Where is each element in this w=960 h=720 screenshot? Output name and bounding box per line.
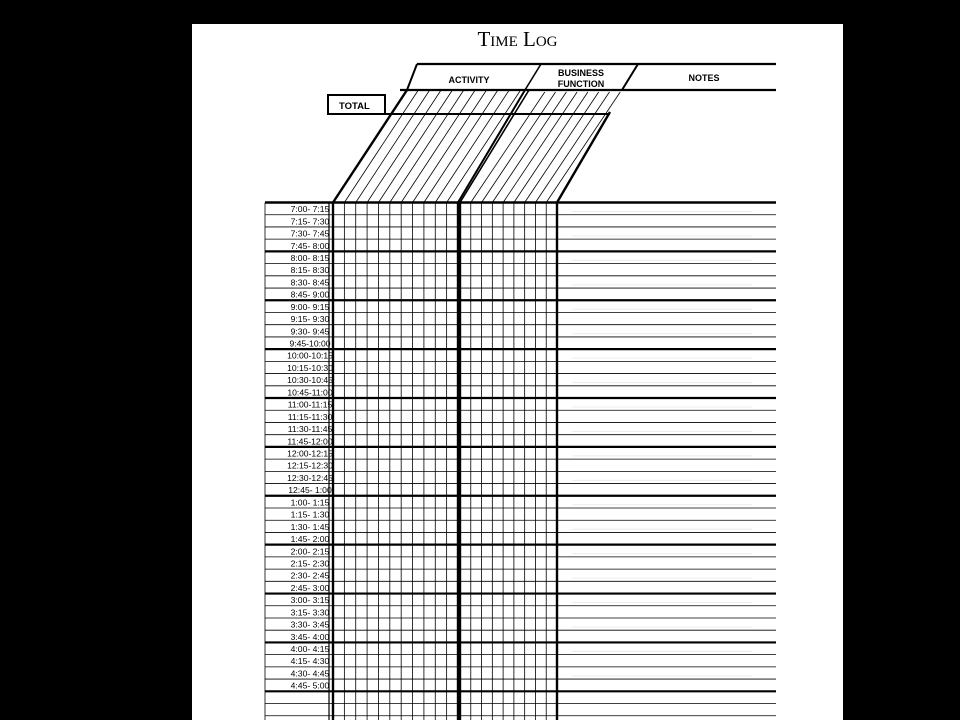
- activity-slant-right-border: [458, 90, 525, 203]
- time-log-sheet: [192, 24, 843, 720]
- time-slot-label: 9:15- 9:30: [290, 314, 330, 325]
- time-slot-label: 12:45- 1:00: [288, 485, 332, 496]
- time-slot-label: 8:15- 8:30: [290, 265, 330, 276]
- time-slot-label: 11:30-11:45: [287, 424, 333, 435]
- activity-header: ACTIVITY: [448, 75, 490, 85]
- business-function-header-line2: FUNCTION: [557, 79, 605, 89]
- time-slot-label: 3:00- 3:15: [290, 595, 330, 606]
- activity-slant-line: [424, 90, 498, 203]
- time-slot-label: 9:30- 9:45: [290, 326, 330, 337]
- business-slant-line: [535, 92, 609, 203]
- time-slot-label: 11:00-11:15: [287, 399, 333, 410]
- activity-slant-line: [435, 90, 509, 203]
- time-slot-label: 8:30- 8:45: [290, 277, 330, 288]
- time-slot-label: 10:45-11:00: [287, 387, 333, 398]
- business-slant-left-border: [460, 90, 529, 203]
- time-slot-label: 10:00-10:15: [287, 350, 333, 361]
- time-slot-label: 3:30- 3:45: [290, 619, 330, 630]
- time-slot-label: 8:00- 8:15: [290, 252, 330, 263]
- time-slot-label: 7:45- 8:00: [290, 240, 330, 251]
- time-slot-label: 4:30- 4:45: [290, 668, 330, 679]
- time-slot-label: 7:15- 7:30: [290, 216, 330, 227]
- notes-header: NOTES: [688, 73, 720, 83]
- header-slant-mid: [525, 64, 541, 90]
- time-slot-label: 3:15- 3:30: [290, 607, 330, 618]
- activity-slant-line: [378, 90, 452, 203]
- time-slot-label: 2:45- 3:00: [290, 582, 330, 593]
- time-slot-label: 1:00- 1:15: [290, 497, 330, 508]
- time-slot-label: 7:30- 7:45: [290, 228, 330, 239]
- business-slant-line: [492, 92, 566, 203]
- activity-slant-line: [367, 90, 441, 203]
- time-slot-label: 9:00- 9:15: [290, 301, 330, 312]
- time-slot-label: 1:15- 1:30: [290, 509, 330, 520]
- header-slant-left: [407, 64, 417, 90]
- business-slant-line: [482, 92, 556, 203]
- activity-slant-line: [413, 90, 487, 203]
- activity-slant-line: [390, 90, 464, 203]
- business-slant-line: [514, 92, 588, 203]
- time-slot-label: 1:45- 2:00: [290, 534, 330, 545]
- time-slot-label: 9:45-10:00: [289, 338, 331, 349]
- time-slot-label: 8:45- 9:00: [290, 289, 330, 300]
- time-slot-label: 11:15-11:30: [287, 411, 333, 422]
- time-slot-label: 2:00- 2:15: [290, 546, 330, 557]
- time-slot-label: 12:30-12:45: [287, 472, 333, 483]
- time-slot-label: 2:15- 2:30: [290, 558, 330, 569]
- time-slot-label: 11:45-12:00: [287, 436, 333, 447]
- total-label: TOTAL: [339, 101, 370, 112]
- time-slot-label: 2:30- 2:45: [290, 570, 330, 581]
- business-slant-line: [546, 92, 620, 203]
- time-slot-label: 12:00-12:15: [287, 448, 333, 459]
- time-slot-label: 3:45- 4:00: [290, 631, 330, 642]
- activity-slant-line: [447, 90, 521, 203]
- business-function-header-line1: BUSINESS: [557, 68, 605, 78]
- time-slot-label: 10:15-10:30: [287, 362, 333, 373]
- page-title: Time Log: [477, 27, 558, 51]
- time-slot-label: 12:15-12:30: [287, 460, 333, 471]
- time-slot-label: 4:15- 4:30: [290, 656, 330, 667]
- time-log-grid: [192, 24, 843, 720]
- time-slot-label: 7:00- 7:15: [290, 204, 330, 215]
- time-slot-label: 1:30- 1:45: [290, 521, 330, 532]
- activity-slant-line: [401, 90, 475, 203]
- time-slot-label: 4:00- 4:15: [290, 644, 330, 655]
- business-slant-line: [471, 92, 545, 203]
- header-slant-right: [622, 64, 638, 90]
- business-slant-line: [525, 92, 599, 203]
- time-slot-label: 4:45- 5:00: [290, 680, 330, 691]
- time-slot-label: 10:30-10:45: [287, 375, 333, 386]
